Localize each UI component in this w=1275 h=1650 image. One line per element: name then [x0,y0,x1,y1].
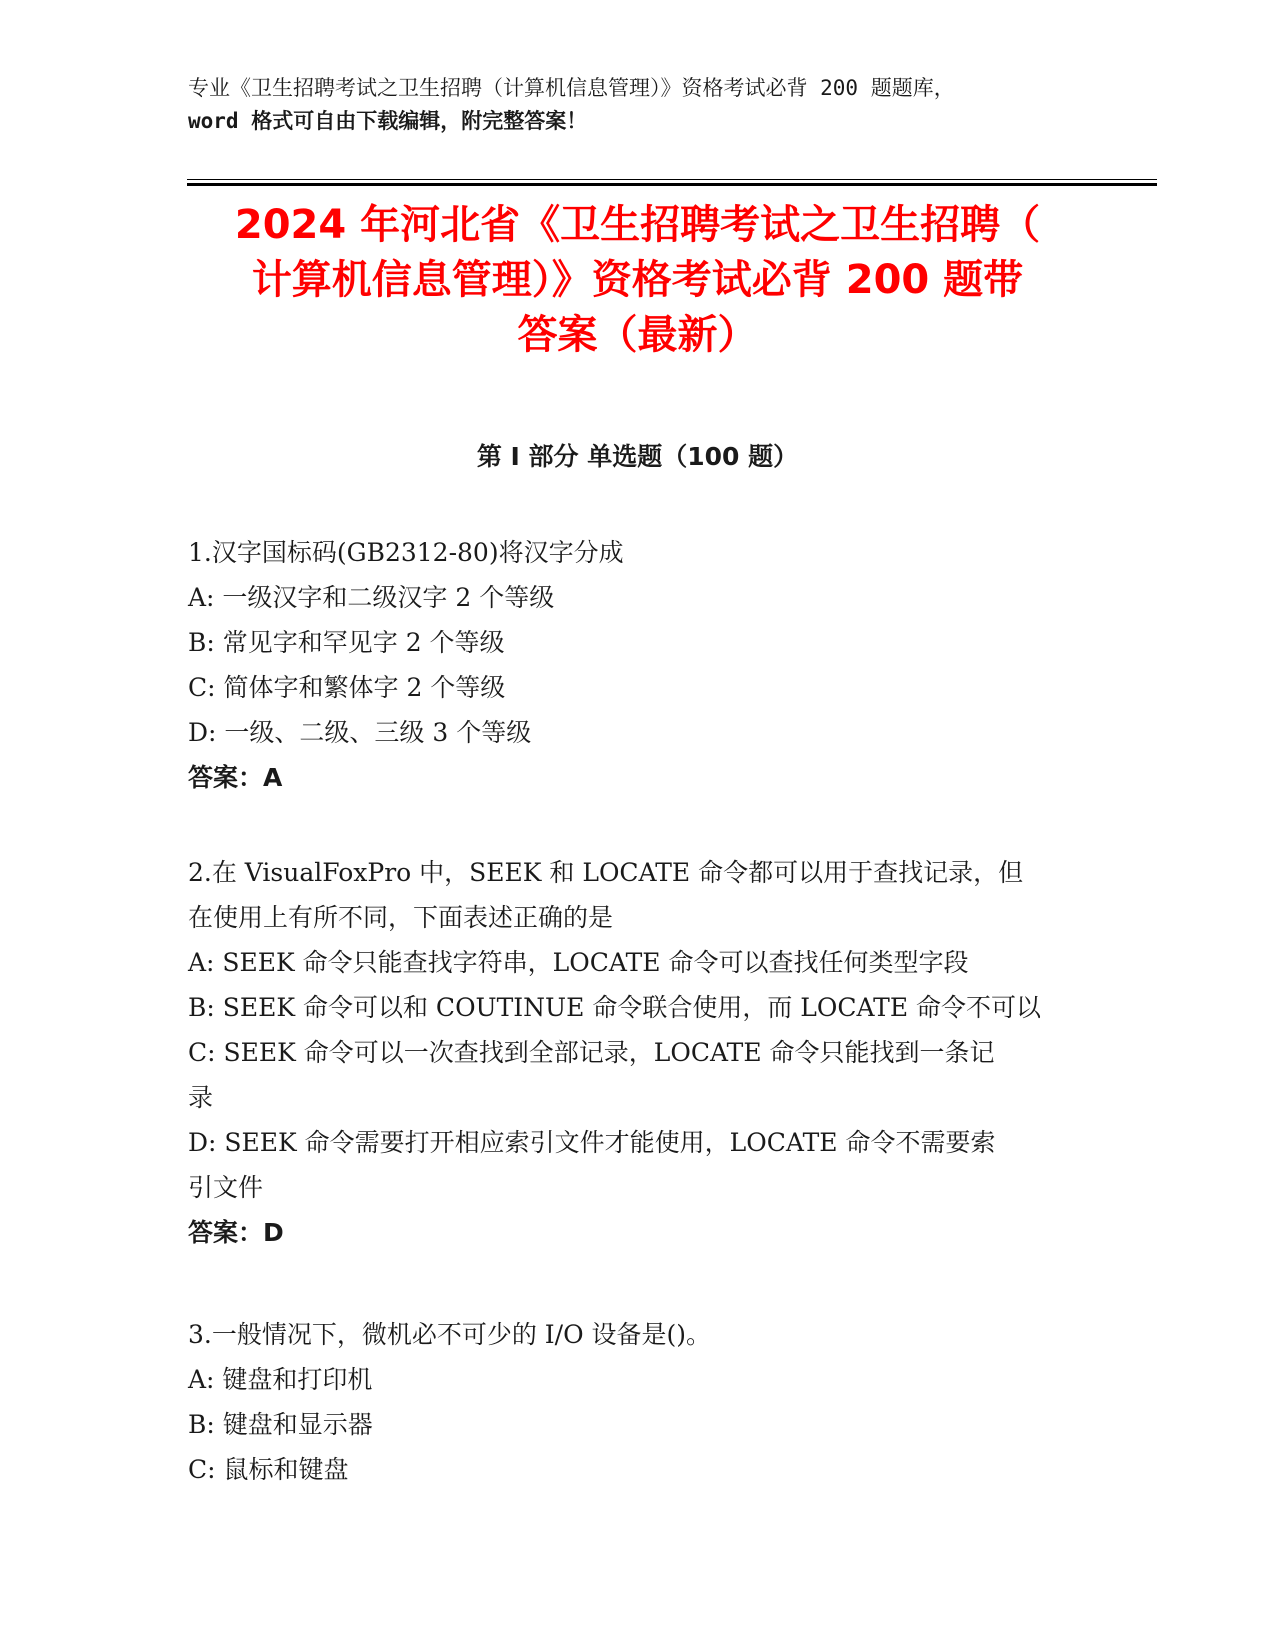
document-title-line-2: 计算机信息管理）》资格考试必背 200 题带 [251,257,1024,303]
answer-label: 答案：A [188,763,283,792]
section-title: 第 I 部分 单选题（100 题） [476,442,799,471]
question-stem-line-2: 在使用上有所不同，下面表述正确的是 [188,903,614,932]
option-c-line-1: C: SEEK 命令可以一次查找到全部记录，LOCATE 命令只能找到一条记 [188,1038,995,1067]
document-title-line-1: 2024 年河北省《卫生招聘考试之卫生招聘（ [234,202,1041,248]
document-title-line-3: 答案（最新） [517,312,758,358]
question-2 [188,850,1068,1255]
option-c: C: 鼠标和键盘 [188,1455,349,1484]
option-d-line-2: 引文件 [188,1173,264,1202]
question-stem-line-1: 2.在 VisualFoxPro 中，SEEK 和 LOCATE 命令都可以用于查找记录，但 [188,858,1024,887]
header-note [188,72,1088,138]
option-a: A: 一级汉字和二级汉字 2 个等级 [188,583,555,612]
question-1 [188,530,1068,800]
answer-label: 答案：D [188,1218,284,1247]
option-a: A: SEEK 命令只能查找字符串，LOCATE 命令可以查找任何类型字段 [188,948,969,977]
question-stem: 3.一般情况下，微机必不可少的 I/O 设备是()。 [188,1320,712,1349]
header-note-line-2: word 格式可自由下载编辑，附完整答案！ [188,109,588,133]
header-note-line-1: 专业《卫生招聘考试之卫生招聘（计算机信息管理）》资格考试必背 200 题题库， [188,76,955,100]
option-c: C: 简体字和繁体字 2 个等级 [188,673,506,702]
option-b: B: 常见字和罕见字 2 个等级 [188,628,505,657]
option-d: D: 一级、二级、三级 3 个等级 [188,718,532,747]
header-divider-thin [187,179,1157,180]
document-title [160,198,1115,363]
option-b: B: 键盘和显示器 [188,1410,373,1439]
header-divider-thick [187,183,1157,186]
option-d-line-1: D: SEEK 命令需要打开相应索引文件才能使用，LOCATE 命令不需要索 [188,1128,996,1157]
question-stem: 1.汉字国标码(GB2312-80)将汉字分成 [188,538,624,567]
question-3 [188,1312,1068,1492]
option-a: A: 键盘和打印机 [188,1365,373,1394]
option-b: B: SEEK 命令可以和 COUTINUE 命令联合使用，而 LOCATE 命令不可以 [188,993,1042,1022]
option-c-line-2: 录 [188,1083,214,1112]
